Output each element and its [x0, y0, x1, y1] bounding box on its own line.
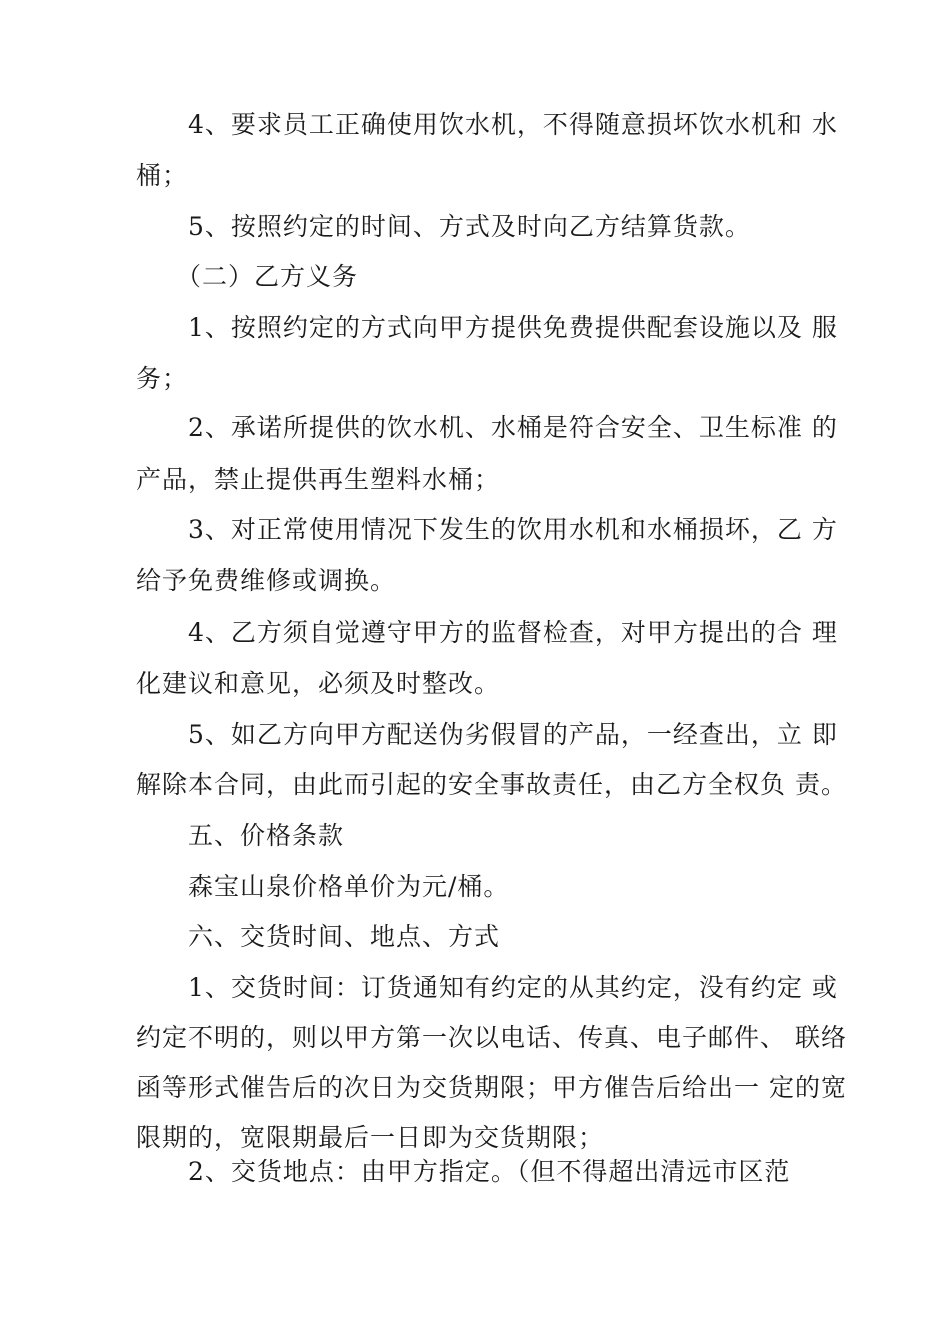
section-heading: （二）乙方义务 — [176, 262, 359, 291]
text-line: 2、承诺所提供的饮水机、水桶是符合安全、卫生标准 的 — [188, 413, 838, 442]
text-line: 解除本合同，由此而引起的安全事故责任，由乙方全权负 责。 — [136, 770, 847, 799]
text-line: 1、交货时间：订货通知有约定的从其约定，没有约定 或 — [188, 973, 838, 1002]
text-line: 产品，禁止提供再生塑料水桶； — [136, 465, 501, 494]
text-line: 5、按照约定的时间、方式及时向乙方结算货款。 — [188, 212, 751, 241]
text-line: 桶； — [136, 161, 189, 190]
text-line: 4、乙方须自觉遵守甲方的监督检查，对甲方提出的合 理 — [188, 618, 838, 647]
text-line: 函等形式催告后的次日为交货期限；甲方催告后给出一 定的宽 — [136, 1073, 847, 1102]
section-heading: 六、交货时间、地点、方式 — [188, 922, 501, 951]
text-line: 约定不明的，则以甲方第一次以电话、传真、电子邮件、 联络 — [136, 1023, 847, 1052]
text-line: 给予免费维修或调换。 — [136, 566, 397, 595]
text-line: 4、要求员工正确使用饮水机，不得随意损坏饮水机和 水 — [188, 110, 838, 139]
text-line: 化建议和意见，必须及时整改。 — [136, 669, 501, 698]
text-line: 森宝山泉价格单价为元/桶。 — [188, 872, 510, 901]
section-heading: 五、价格条款 — [188, 821, 345, 850]
text-line: 务； — [136, 364, 189, 393]
text-line: 3、对正常使用情况下发生的饮用水机和水桶损坏，乙 方 — [188, 515, 838, 544]
text-line: 1、按照约定的方式向甲方提供免费提供配套设施以及 服 — [188, 313, 838, 342]
text-line: 限期的，宽限期最后一日即为交货期限； — [136, 1123, 605, 1152]
text-line: 5、如乙方向甲方配送伪劣假冒的产品，一经查出，立 即 — [188, 720, 838, 749]
text-line: 2、交货地点：由甲方指定。（但不得超出清远市区范 — [188, 1157, 791, 1186]
